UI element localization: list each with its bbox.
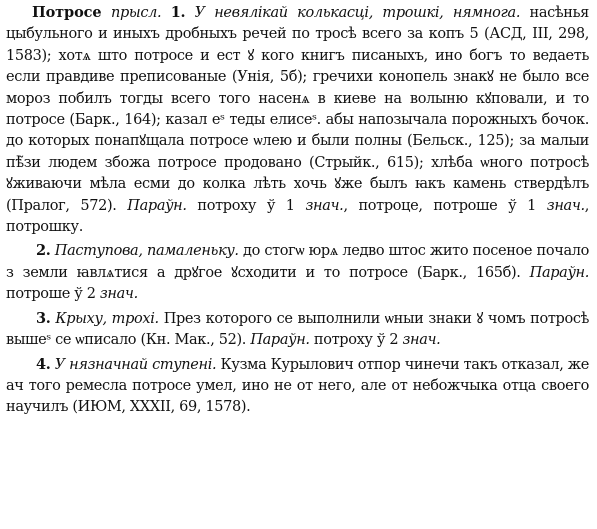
compare-label: Параўн. xyxy=(127,197,187,214)
compare-text: потроше ў 2 xyxy=(6,286,100,303)
compare-text: потроху ў 2 xyxy=(309,332,403,349)
compare-text: потроху ў 1 xyxy=(186,197,306,214)
sense-1 xyxy=(6,2,589,238)
meaning-abbr: знач. xyxy=(99,286,138,303)
compare-text: , потрошку. xyxy=(6,197,590,236)
headword: Потросе xyxy=(32,4,102,21)
part-of-speech: прысл. xyxy=(110,5,162,21)
sense-3 xyxy=(6,308,589,352)
sense-definition: У невялікай колькасці, трошкі, нямнога. xyxy=(194,5,521,21)
meaning-abbr: знач. xyxy=(546,197,585,214)
compare-label: Параўн. xyxy=(529,264,589,281)
sense-number: 1. xyxy=(170,4,186,21)
dictionary-entry xyxy=(6,2,589,419)
compare-text: , потроце, потроше ў 1 xyxy=(343,197,547,214)
sense-number: 4. xyxy=(36,355,51,373)
sense-citations: Кузма Курылович отпор чинечи такъ отказал, же ач того ремесла потросе умел, ино не от него, але от небожчыка отца своего научилъ (ИЮМ, XXXII, 69, 1578). xyxy=(6,356,589,416)
sense-definition: Паступова, памаленьку. xyxy=(54,243,239,260)
sense-number: 3. xyxy=(36,309,51,327)
sense-citations: до стогѡ юрѧ ледво штос жито посеное почало з земли ꙗвлѧтися а дрꙋгое ꙋсходити и то потросе (Барк., 165б). xyxy=(6,243,589,281)
sense-citations: През которого се выполнили ѡныи знаки ꙋ чомъ потросѣ вышеˢ се ѡписало (Кн. Мак., 52). xyxy=(6,310,590,349)
sense-4 xyxy=(6,354,589,419)
sense-definition: У нязначнай ступені. xyxy=(54,356,217,373)
sense-2 xyxy=(6,240,589,305)
meaning-abbr: знач. xyxy=(305,197,344,214)
sense-definition: Крыху, трохі. xyxy=(55,310,159,327)
sense-citations: насѣнья цыбульного и иныхъ дробныхъ речей по тросѣ всего за копъ 5 (АСД, III, 298, 1583); хотѧ што потросе и ест ꙋ кого книгъ писаныхъ, ино богъ то ведаеть если правдиве преписованые (Унія, 5б); гречихи конопель знакꙋ не было все мороз побилъ тогды всего того насенѧ в киеве на волыню кꙋповали, и то потросе (Барк., 164); казал е͏ˢ теды елисеˢ. абы напозычала порожныхъ бочок. до которых понапꙋщала потросе ѡлею и были полны (Бельск., 125); за малыи пѣ̃зи людем збожа потросе продовано (Стрыйк., 615); хлѣба ѡного потросѣ ꙋживаючи мѣла есми до колка лѣть хочь ꙋже былъ ꙗкъ камень ствердѣлъ (Пралог, 572). xyxy=(6,5,589,214)
meaning-abbr: знач. xyxy=(402,332,441,349)
sense-number: 2. xyxy=(36,242,51,260)
compare-label: Параўн. xyxy=(250,332,310,349)
